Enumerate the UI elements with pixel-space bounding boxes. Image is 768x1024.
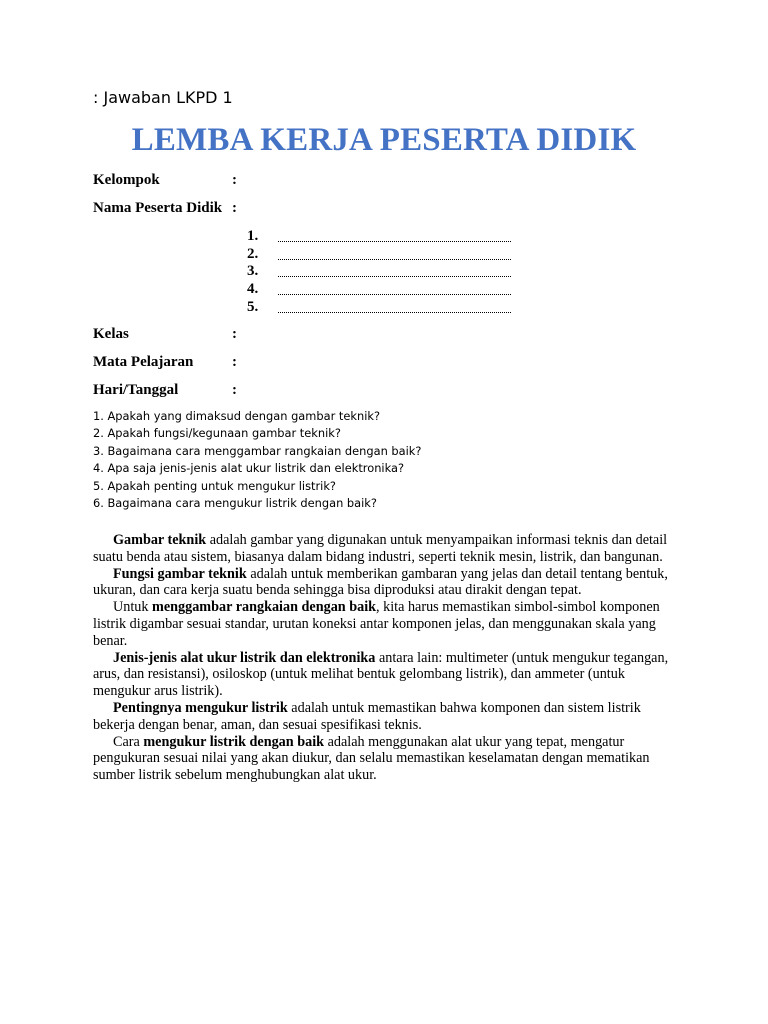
dotted-line <box>278 276 511 277</box>
question-item: 4. Apa saja jenis-jenis alat ukur listrik dan elektronika? <box>93 461 405 476</box>
member-number: 5. <box>247 299 259 315</box>
question-item: 1. Apakah yang dimaksud dengan gambar teknik? <box>93 409 380 423</box>
field-kelompok <box>93 172 237 189</box>
field-label: Mata Pelajaran <box>93 354 194 370</box>
member-number: 2. <box>247 246 259 262</box>
question-item: 2. Apakah fungsi/kegunaan gambar teknik? <box>93 426 341 441</box>
document-heading: : Jawaban LKPD 1 <box>93 88 233 107</box>
question-list <box>93 408 421 512</box>
field-label: Kelompok <box>93 172 160 188</box>
answer-text: , kita harus memastikan simbol-simbol komponen listrik digambar sesuai standar, urutan koneksi antar komponen jelas, dan menggunakan skala yang benar. <box>93 599 660 649</box>
answer-paragraph <box>93 532 677 566</box>
answer-keyword: mengukur listrik dengan baik <box>143 733 325 750</box>
field-colon: : <box>232 172 237 188</box>
answer-pre: Cara <box>113 733 144 750</box>
member-number: 4. <box>247 281 259 297</box>
question-item: 5. Apakah penting untuk mengukur listrik? <box>93 478 336 493</box>
question-item: 3. Bagaimana cara menggambar rangkaian dengan baik? <box>93 443 422 458</box>
field-nama-peserta <box>93 200 237 217</box>
field-colon: : <box>232 354 237 370</box>
dotted-line <box>278 294 511 295</box>
answer-text: adalah gambar yang digunakan untuk menyampaikan informasi teknis dan detail suatu benda atau sistem, biasanya dalam bidang industri, seperti teknik mesin, listrik, dan bangunan. <box>93 532 668 565</box>
field-colon: : <box>232 326 237 342</box>
answer-paragraph <box>93 650 677 700</box>
answer-paragraph <box>93 700 677 734</box>
member-line <box>247 281 277 298</box>
field-kelas <box>93 326 237 343</box>
member-line <box>247 228 277 245</box>
answer-text: adalah untuk memastikan bahwa komponen dan sistem listrik bekerja dengan benar, aman, dan sesuai spesifikasi teknis. <box>93 699 641 733</box>
member-number: 3. <box>247 263 259 279</box>
dotted-line <box>278 259 511 260</box>
field-colon: : <box>232 200 237 216</box>
answer-paragraph <box>93 599 677 649</box>
question-item: 6. Bagaimana cara mengukur listrik dengan baik? <box>93 496 377 511</box>
answer-pre: Untuk <box>113 599 153 616</box>
answer-keyword: menggambar rangkaian dengan baik <box>152 599 377 616</box>
member-number: 1. <box>247 228 259 244</box>
field-label: Kelas <box>93 326 129 342</box>
answer-keyword: Pentingnya mengukur listrik <box>113 699 288 716</box>
answer-keyword: Jenis-jenis alat ukur listrik dan elektronika <box>113 649 376 666</box>
answer-text: antara lain: multimeter (untuk mengukur tegangan, arus, dan resistansi), osiloskop (untuk melihat bentuk gelombang listrik), dan ammeter (untuk mengukur arus listrik). <box>93 649 669 700</box>
answer-paragraph <box>93 734 677 784</box>
answer-text: adalah menggunakan alat ukur yang tepat, mengatur pengukuran sesuai nilai yang akan diukur, dan selalu memastikan keselamatan dengan mematikan sumber listrik sebelum menghubungkan alat ukur. <box>93 733 650 784</box>
dotted-line <box>278 312 511 313</box>
member-line <box>247 246 277 263</box>
field-hari-tanggal <box>93 382 237 399</box>
field-label: Hari/Tanggal <box>93 382 179 398</box>
field-colon: : <box>232 382 237 398</box>
answer-section <box>93 532 677 784</box>
answer-paragraph <box>93 566 677 600</box>
answer-keyword: Fungsi gambar teknik <box>113 565 247 582</box>
member-line <box>247 263 277 280</box>
answer-keyword: Gambar teknik <box>113 532 207 548</box>
answer-text: adalah untuk memberikan gambaran yang jelas dan detail tentang bentuk, ukuran, dan cara kerja suatu benda sehingga bisa diproduksi atau dirakit dengan tepat. <box>93 565 668 599</box>
field-label: Nama Peserta Didik <box>93 200 223 216</box>
field-mata-pelajaran <box>93 354 237 371</box>
worksheet-title: LEMBA KERJA PESERTA DIDIK <box>131 122 637 158</box>
dotted-line <box>278 241 511 242</box>
member-line <box>247 299 277 316</box>
